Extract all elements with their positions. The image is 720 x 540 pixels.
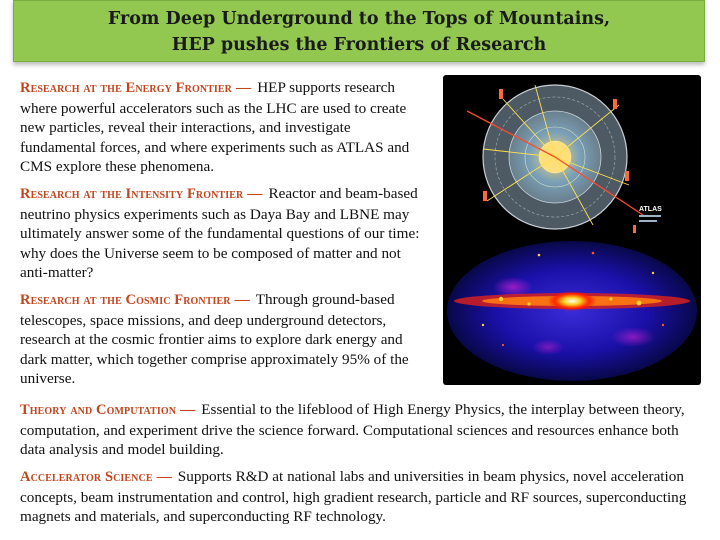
event-display-graphic <box>467 85 662 233</box>
section-energy-frontier <box>20 78 430 177</box>
section-text: Supports R&D at national labs and universities in beam physics, novel acceleration concepts, beam instrumentation and control, high gradient research, particle and RF sources, superconducting magnets and materials, and superconducting RF technology. <box>20 468 687 525</box>
section-text: Through ground-based telescopes, space missions, and deep underground detectors, research at the cosmic frontier aims to explore dark energy and dark matter, which together comprise approximately 95% of the universe. <box>20 291 409 387</box>
section-heading: Research at the Energy Frontier <box>20 80 233 96</box>
section-text: Essential to the lifeblood of High Energy Physics, the interplay between theory, computation, and experiment drive the science forward. Computational sciences and resources enhance both data analysis and model building. <box>20 401 685 458</box>
section-separator: — <box>234 291 250 308</box>
section-text: HEP supports research where powerful accelerators such as the LHC are used to create new particles, reveal their interactions, and investigate fundamental forces, and where experiments such as ATLAS and CMS explore these phenomena. <box>20 79 410 175</box>
section-separator: — <box>156 468 172 485</box>
section-separator: — <box>247 185 263 202</box>
section-cosmic-frontier <box>20 290 425 389</box>
slide-title-line-2: HEP pushes the Frontiers of Research <box>171 35 547 55</box>
section-text: Reactor and beam-based neutrino physics experiments such as Daya Bay and LBNE may ultimately answer some of the fundamental questions of our time: why does the Universe seem to be composed of matter and not anti-matter? <box>20 185 420 281</box>
section-theory-computation <box>20 400 702 460</box>
section-accelerator-science <box>20 467 702 527</box>
section-intensity-frontier <box>20 184 430 283</box>
atlas-collision-event-image <box>443 75 701 385</box>
gamma-ray-sky-map-image <box>447 241 697 381</box>
section-heading: Research at the Intensity Frontier <box>20 186 244 202</box>
section-heading: Theory and Computation <box>20 402 177 418</box>
section-heading: Accelerator Science <box>20 469 153 485</box>
section-separator: — <box>236 79 252 96</box>
physics-images-panel <box>443 75 701 385</box>
slide-title-line-1: From Deep Underground to the Tops of Mountains, <box>107 9 611 29</box>
title-banner <box>13 0 705 62</box>
atlas-logo-label: ATLAS <box>639 206 662 213</box>
section-separator: — <box>180 401 196 418</box>
section-heading: Research at the Cosmic Frontier <box>20 292 231 308</box>
